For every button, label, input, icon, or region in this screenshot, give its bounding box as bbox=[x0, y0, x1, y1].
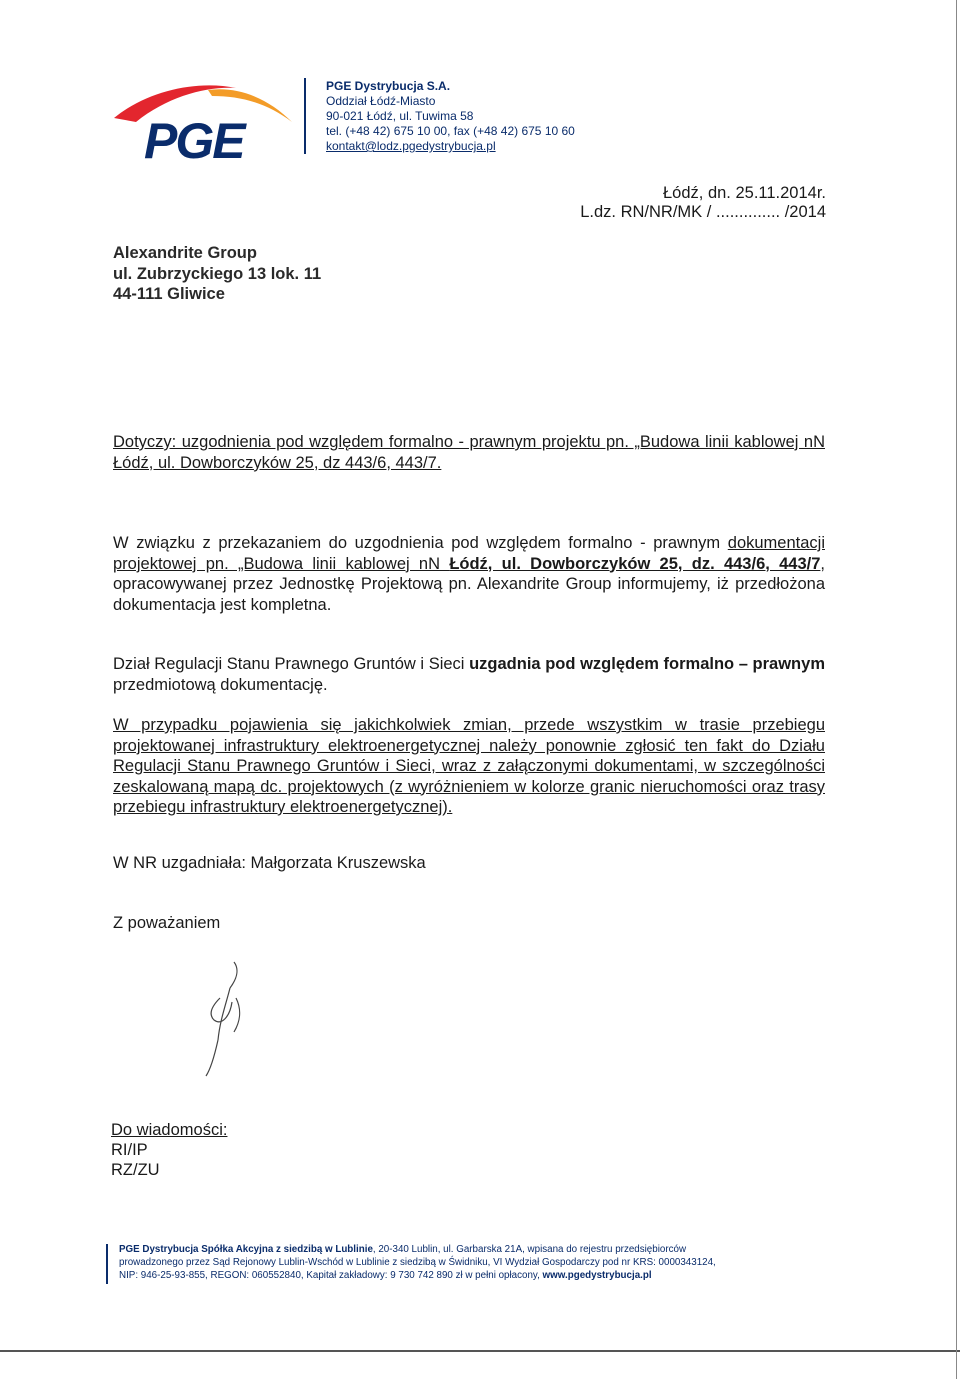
company-phone: tel. (+48 42) 675 10 00, fax (+48 42) 675 10 60 bbox=[326, 124, 575, 138]
cc-item: RZ/ZU bbox=[111, 1161, 160, 1179]
paragraph-changes-notice: W przypadku pojawienia się jakichkolwiek zmian, przede wszystkim w trasie przebiegu projektowanej infrastruktury elektroenergetycznej należy ponownie zgłosić ten fakt do Działu Regulacji Stanu Prawnego Gruntów i Sieci, wraz z załączonymi dokumentami, w szczególności zeskalowaną mapą dc. projektowych (z wyróżnieniem w kolorze granic nieruchomości oraz trasy przebiegu infrastruktury elektroenergetycznej). bbox=[113, 716, 825, 816]
p1-project-name: dokumentacji projektowej pn. „Budowa linii kablowej nN bbox=[113, 534, 825, 573]
footer-registry: prowadzonego przez Sąd Rejonowy Lublin-Wschód w Lublinie z siedzibą w Świdniku, VI Wydział Gospodarczy pod nr KRS: 0000343124, bbox=[119, 1257, 716, 1268]
company-address: 90-021 Łódź, ul. Tuwima 58 bbox=[326, 109, 474, 123]
footer-ids: NIP: 946-25-93-855, REGON: 060552840, Kapitał zakładowy: 9 730 742 890 zł w pełni opłacony, bbox=[119, 1270, 543, 1281]
cc-label: Do wiadomości: bbox=[111, 1121, 228, 1139]
closing-regards: Z poważaniem bbox=[113, 914, 221, 932]
carbon-copy bbox=[111, 1120, 227, 1180]
company-name: PGE Dystrybucja S.A. bbox=[326, 79, 451, 93]
p1-intro: W związku z przekazaniem do uzgodnienia pod względem formalno - prawnym bbox=[113, 534, 728, 552]
footer-website-link[interactable]: www.pgedystrybucja.pl bbox=[542, 1270, 652, 1281]
recipient-city: 44-111 Gliwice bbox=[113, 285, 225, 303]
footer-company-name: PGE Dystrybucja Spółka Akcyjna z siedzibą w Lublinie bbox=[119, 1244, 373, 1255]
company-footer bbox=[119, 1243, 827, 1282]
logo-text: PGE bbox=[144, 113, 244, 169]
p2-department: Dział Regulacji Stanu Prawnego Gruntów i Sieci bbox=[113, 655, 470, 673]
scan-bottom-edge bbox=[0, 1350, 960, 1352]
handwritten-signature bbox=[190, 958, 260, 1078]
agreed-by: W NR uzgadniała: Małgorzata Kruszewska bbox=[113, 854, 426, 872]
recipient-name: Alexandrite Group bbox=[113, 244, 257, 262]
p2-object: przedmiotową dokumentację. bbox=[113, 675, 328, 694]
company-header bbox=[326, 79, 575, 154]
company-branch: Oddział Łódź-Miasto bbox=[326, 94, 436, 108]
p1-project-location: Łódź, ul. Dowborczyków 25, dz. 443/6, 443/7 bbox=[449, 554, 821, 573]
cc-item: RI/IP bbox=[111, 1141, 148, 1159]
header-divider bbox=[304, 78, 306, 154]
recipient-street: ul. Zubrzyckiego 13 lok. 11 bbox=[113, 264, 322, 283]
recipient-address bbox=[113, 243, 321, 305]
scan-right-edge bbox=[956, 0, 957, 1379]
p1-conclusion: , opracowywanej przez Jednostkę Projektową pn. Alexandrite Group informujemy, iż przedłożona dokumentacja jest kompletna. bbox=[113, 554, 825, 614]
p2-approval-bold: uzgadnia pod względem formalno – prawnym bbox=[469, 655, 825, 673]
letter-date: Łódź, dn. 25.11.2014r. bbox=[663, 184, 826, 202]
letter-reference: L.dz. RN/NR/MK / .............. /2014 bbox=[580, 203, 826, 221]
subject-line: Dotyczy: uzgodnienia pod względem formalno - prawnym projektu pn. „Budowa linii kablowej nN Łódź, ul. Dowborczyków 25, dz 443/6, 443/7. bbox=[113, 433, 825, 472]
paragraph-approval bbox=[113, 654, 825, 695]
paragraph-completeness bbox=[113, 533, 825, 615]
footer-address: , 20-340 Lublin, ul. Garbarska 21A, wpisana do rejestru przedsiębiorców bbox=[372, 1244, 687, 1255]
company-email-link[interactable]: kontakt@lodz.pgedystrybucja.pl bbox=[326, 139, 496, 153]
footer-divider bbox=[106, 1244, 108, 1284]
